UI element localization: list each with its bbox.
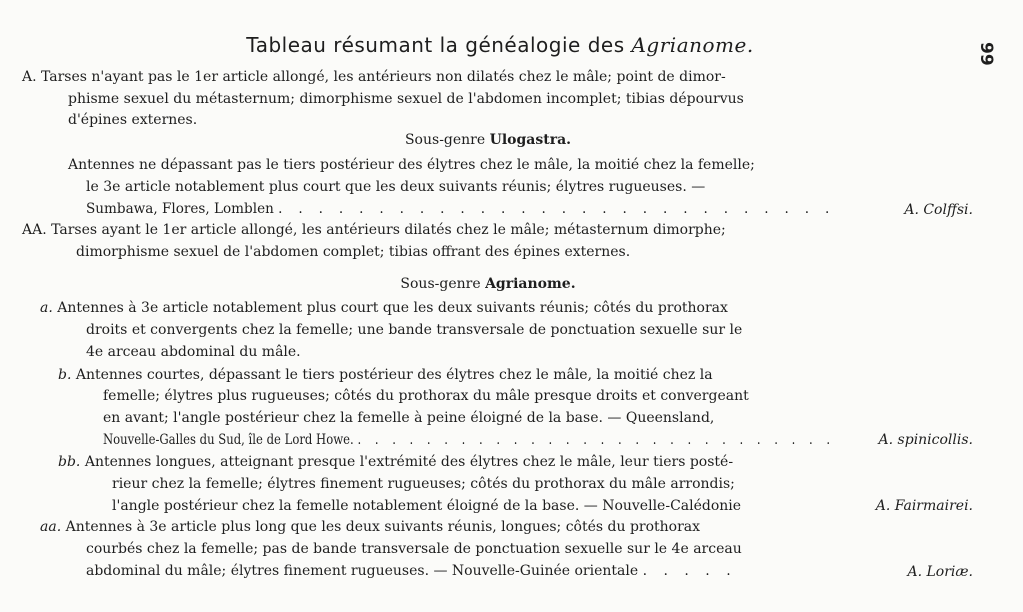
species-colffsi: A. Colffsi.	[904, 202, 973, 218]
entry-text: Antennes à 3e article plus long que les deux suivants réunis, longues; côtés du prothorax	[65, 519, 701, 535]
leader-dots-short: . . . . .	[642, 563, 737, 579]
entry-text: Tarses n'ayant pas le 1er article allongé, les antérieurs non dilatés chez le mâle; point de dimor-	[41, 69, 726, 85]
ulogastra-line-2: le 3e article notablement plus court que les deux suivants réunis; élytres rugueuses. —	[86, 179, 706, 195]
leader-dots: . . . . . . . . . . . . . . . . . . . . . . . . . . . .	[357, 432, 836, 448]
entry-text: Antennes courtes, dépassant le tiers postérieur des élytres chez le mâle, la moitié chez la	[75, 367, 713, 383]
entry-a-lower-line-3: 4e arceau abdominal du mâle.	[86, 344, 301, 360]
entry-marker: bb.	[58, 454, 81, 470]
entry-text: Antennes longues, atteignant presque l'extrémité des élytres chez le mâle, leur tiers posté-	[84, 454, 734, 470]
subgenus-prefix: Sous-genre	[404, 132, 490, 148]
entry-bb-line-3: l'angle postérieur chez la femelle notablement éloigné de la base. — Nouvelle-Calédonie	[112, 498, 742, 514]
entry-b-line-1	[58, 365, 713, 386]
entry-marker: aa.	[40, 519, 62, 535]
entry-a-lower-line-2: droits et convergents chez la femelle; une bande transversale de ponctuation sexuelle sur le	[86, 322, 743, 338]
subgenus-name: Agrianome.	[485, 276, 576, 292]
entry-aa-lower-line-1	[40, 517, 700, 538]
entry-text: Antennes à 3e article notablement plus court que les deux suivants réunis; côtés du prothorax	[57, 300, 728, 316]
entry-text: Nouvelle-Galles du Sud, île de Lord Howe.	[103, 432, 354, 448]
species-fairmairei: A. Fairmairei.	[875, 498, 973, 514]
title-genus: Agrianome.	[631, 33, 754, 57]
entry-b-line-2: femelle; élytres plus rugueuses; côtés du prothorax du mâle presque droits et convergeant	[103, 388, 749, 404]
ulogastra-line-1: Antennes ne dépassant pas le tiers postérieur des élytres chez le mâle, la moitié chez la femelle;	[68, 157, 755, 173]
title-text: Tableau résumant la généalogie des	[246, 33, 632, 57]
entry-bb-line-1	[58, 452, 733, 473]
entry-text: Sumbawa, Flores, Lomblen	[86, 201, 274, 217]
leader-dots: . . . . . . . . . . . . . . . . . . . . . . . . . . . .	[278, 201, 836, 217]
entry-a-line-3: d'épines externes.	[68, 112, 198, 128]
page-number: 99	[976, 42, 996, 66]
entry-b-line-4	[103, 430, 835, 451]
entry-marker: b.	[58, 367, 72, 383]
entry-text: abdominal du mâle; élytres finement rugueuses. — Nouvelle-Guinée orientale	[86, 563, 639, 579]
entry-aa-lower-line-3	[86, 561, 737, 582]
entry-aa-upper-line-2: dimorphisme sexuel de l'abdomen complet; tibias offrant des épines externes.	[76, 244, 631, 260]
species-spinicollis: A. spinicollis.	[878, 432, 973, 448]
subgenus-name: Ulogastra.	[489, 132, 572, 148]
entry-text: Tarses ayant le 1er article allongé, les antérieurs dilatés chez le mâle; métasternum dimorphe;	[51, 222, 726, 238]
entry-b-line-3: en avant; l'angle postérieur chez la femelle à peine éloigné de la base. — Queensland,	[103, 410, 715, 426]
entry-a-line-2: phisme sexuel du métasternum; dimorphisme sexuel de l'abdomen incomplet; tibias dépourvus	[68, 91, 744, 107]
entry-bb-line-2: rieur chez la femelle; élytres finement rugueuses; côtés du prothorax du mâle arrondis;	[112, 476, 735, 492]
entry-a-lower-line-1	[40, 298, 728, 319]
entry-marker: A.	[22, 69, 37, 85]
subgenus-heading-agrianome	[0, 274, 988, 295]
entry-a-line-1	[22, 67, 726, 88]
entry-marker: AA.	[22, 222, 47, 238]
subgenus-prefix: Sous-genre	[400, 276, 486, 292]
entry-marker: a.	[40, 300, 53, 316]
species-loriae: A. Loriæ.	[907, 564, 973, 580]
entry-aa-lower-line-2: courbés chez la femelle; pas de bande transversale de ponctuation sexuelle sur le 4e arceau	[86, 541, 742, 557]
ulogastra-line-3	[86, 199, 835, 220]
page-title	[0, 33, 1000, 57]
entry-aa-upper-line-1	[22, 220, 726, 241]
subgenus-heading-ulogastra	[0, 130, 988, 151]
